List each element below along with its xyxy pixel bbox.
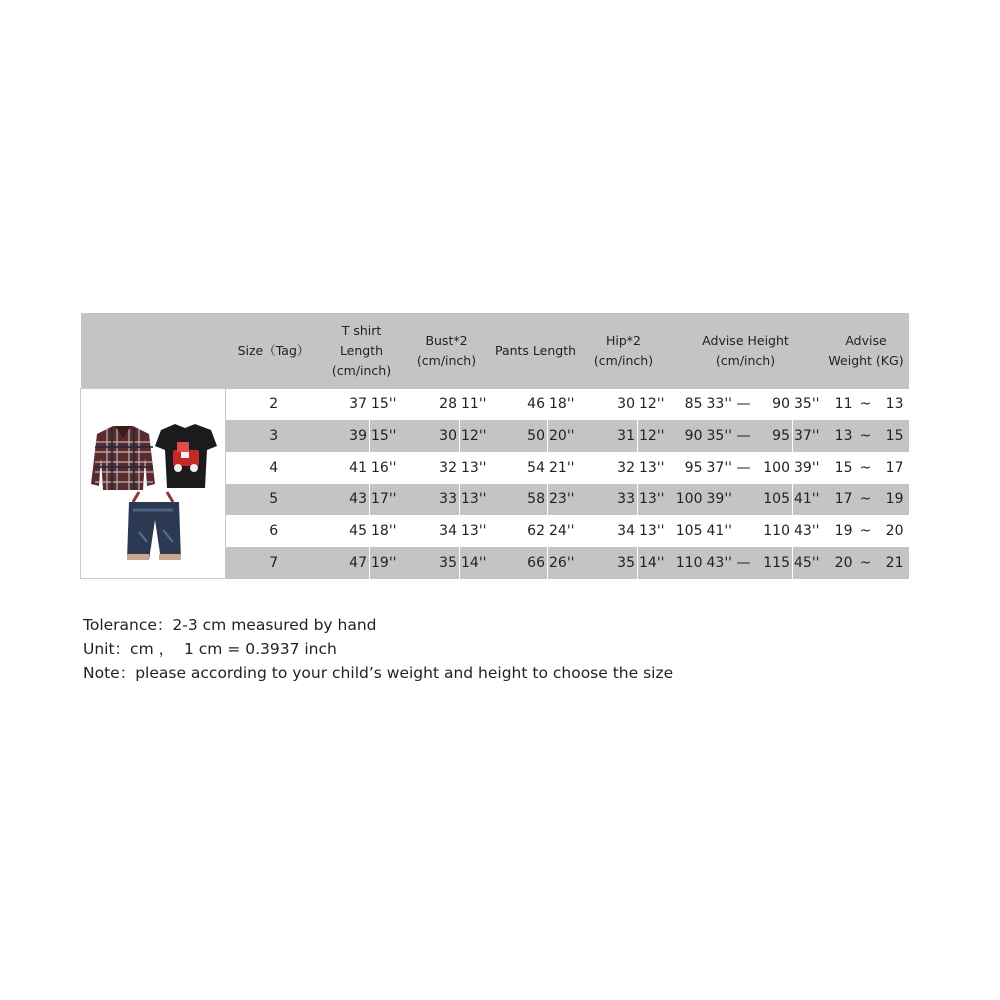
- height-min-cm-cell: 90: [668, 420, 705, 452]
- size-cell: 7: [226, 547, 322, 579]
- bust-cm-cell: 35: [402, 547, 460, 579]
- pants-inch-cell: 26'': [548, 547, 580, 579]
- hip-inch-cell: 13'': [638, 484, 668, 516]
- bust-inch-cell: 13'': [460, 484, 492, 516]
- height-max-cm-cell: 95: [757, 420, 793, 452]
- hip-inch-cell: 12'': [638, 389, 668, 421]
- size-chart-table: [80, 313, 909, 579]
- height-min-inch-cell: 43'' —: [705, 547, 757, 579]
- pants-inch-cell: 23'': [548, 484, 580, 516]
- height-min-inch-cell: 33'' —: [705, 389, 757, 421]
- weight-tilde: ~: [853, 547, 879, 579]
- tshirt-icon: [155, 424, 217, 488]
- bust-cm-cell: 28: [402, 389, 460, 421]
- outfit-image: [83, 392, 223, 572]
- bust-inch-cell: 13'': [460, 515, 492, 547]
- pants-inch-cell: 24'': [548, 515, 580, 547]
- height-max-inch-cell: 45'': [793, 547, 824, 579]
- tshirt-inch-cell: 15'': [370, 389, 402, 421]
- tshirt-cm-cell: 45: [322, 515, 370, 547]
- tshirt-inch-cell: 19'': [370, 547, 402, 579]
- height-max-cm-cell: 115: [757, 547, 793, 579]
- pants-cm-cell: 54: [492, 452, 548, 484]
- size-cell: 2: [226, 389, 322, 421]
- weight-max-cell: 13: [879, 389, 909, 421]
- height-max-inch-cell: 41'': [793, 484, 824, 516]
- table-header-row: [81, 313, 909, 389]
- hip-cm-cell: 32: [580, 452, 638, 484]
- weight-max-cell: 19: [879, 484, 909, 516]
- height-max-cm-cell: 105: [757, 484, 793, 516]
- weight-max-cell: 20: [879, 515, 909, 547]
- unit-note: Unit：cm ， 1 cm = 0.3937 inch: [83, 640, 337, 658]
- tshirt-cm-cell: 39: [322, 420, 370, 452]
- weight-tilde: ~: [853, 420, 879, 452]
- height-max-cm-cell: 90: [757, 389, 793, 421]
- weight-tilde: ~: [853, 515, 879, 547]
- hip-inch-cell: 14'': [638, 547, 668, 579]
- height-min-cm-cell: 105: [668, 515, 705, 547]
- height-min-cm-cell: 95: [668, 452, 705, 484]
- choose-size-note: Note：please according to your child’s weight and height to choose the size: [83, 664, 674, 682]
- height-max-inch-cell: 43'': [793, 515, 824, 547]
- bust-cm-cell: 33: [402, 484, 460, 516]
- hip-cm-cell: 35: [580, 547, 638, 579]
- bust-cm-cell: 34: [402, 515, 460, 547]
- height-max-inch-cell: 35'': [793, 389, 824, 421]
- tshirt-inch-cell: 16'': [370, 452, 402, 484]
- pants-cm-cell: 66: [492, 547, 548, 579]
- bust-inch-cell: 14'': [460, 547, 492, 579]
- pants-cm-cell: 46: [492, 389, 548, 421]
- pants-cm-cell: 58: [492, 484, 548, 516]
- tshirt-cm-cell: 41: [322, 452, 370, 484]
- height-min-inch-cell: 37'' —: [705, 452, 757, 484]
- weight-min-cell: 20: [824, 547, 853, 579]
- tshirt-cm-cell: 47: [322, 547, 370, 579]
- bust-cm-cell: 30: [402, 420, 460, 452]
- weight-tilde: ~: [853, 484, 879, 516]
- hip-cm-cell: 34: [580, 515, 638, 547]
- header-size: Size（Tag）: [226, 313, 322, 389]
- weight-max-cell: 21: [879, 547, 909, 579]
- size-cell: 6: [226, 515, 322, 547]
- weight-min-cell: 15: [824, 452, 853, 484]
- tshirt-inch-cell: 15'': [370, 420, 402, 452]
- bust-inch-cell: 12'': [460, 420, 492, 452]
- height-min-inch-cell: 35'' —: [705, 420, 757, 452]
- pants-inch-cell: 20'': [548, 420, 580, 452]
- weight-max-cell: 17: [879, 452, 909, 484]
- weight-min-cell: 19: [824, 515, 853, 547]
- header-hip: Hip*2 (cm/inch): [580, 313, 668, 389]
- hip-cm-cell: 31: [580, 420, 638, 452]
- tshirt-inch-cell: 17'': [370, 484, 402, 516]
- table-row: [81, 389, 909, 421]
- height-max-inch-cell: 37'': [793, 420, 824, 452]
- hip-inch-cell: 13'': [638, 452, 668, 484]
- weight-tilde: ~: [853, 452, 879, 484]
- height-min-cm-cell: 100: [668, 484, 705, 516]
- weight-max-cell: 15: [879, 420, 909, 452]
- header-advise-weight: Advise Weight (KG): [824, 313, 909, 389]
- hip-inch-cell: 12'': [638, 420, 668, 452]
- weight-tilde: ~: [853, 389, 879, 421]
- weight-min-cell: 17: [824, 484, 853, 516]
- height-max-cm-cell: 100: [757, 452, 793, 484]
- jeans-icon: [127, 492, 181, 560]
- weight-min-cell: 13: [824, 420, 853, 452]
- pants-inch-cell: 18'': [548, 389, 580, 421]
- header-bust: Bust*2 (cm/inch): [402, 313, 492, 389]
- size-cell: 5: [226, 484, 322, 516]
- pants-inch-cell: 21'': [548, 452, 580, 484]
- pants-cm-cell: 62: [492, 515, 548, 547]
- header-blank-cell: [81, 313, 226, 389]
- size-notes: [83, 613, 673, 685]
- height-min-inch-cell: 41'': [705, 515, 757, 547]
- tolerance-note: Tolerance：2-3 cm measured by hand: [83, 616, 377, 634]
- hip-cm-cell: 33: [580, 484, 638, 516]
- tshirt-cm-cell: 37: [322, 389, 370, 421]
- height-max-inch-cell: 39'': [793, 452, 824, 484]
- tshirt-cm-cell: 43: [322, 484, 370, 516]
- size-cell: 4: [226, 452, 322, 484]
- hip-cm-cell: 30: [580, 389, 638, 421]
- size-cell: 3: [226, 420, 322, 452]
- pants-cm-cell: 50: [492, 420, 548, 452]
- height-min-inch-cell: 39'': [705, 484, 757, 516]
- header-tshirt-length: T shirt Length (cm/inch): [322, 313, 402, 389]
- hip-inch-cell: 13'': [638, 515, 668, 547]
- product-photo: [81, 389, 226, 579]
- header-advise-height: Advise Height (cm/inch): [668, 313, 824, 389]
- bust-cm-cell: 32: [402, 452, 460, 484]
- height-min-cm-cell: 110: [668, 547, 705, 579]
- bust-inch-cell: 13'': [460, 452, 492, 484]
- tshirt-inch-cell: 18'': [370, 515, 402, 547]
- height-max-cm-cell: 110: [757, 515, 793, 547]
- plaid-shirt-icon: [91, 426, 155, 490]
- bust-inch-cell: 11'': [460, 389, 492, 421]
- height-min-cm-cell: 85: [668, 389, 705, 421]
- weight-min-cell: 11: [824, 389, 853, 421]
- header-pants-length: Pants Length: [492, 313, 580, 389]
